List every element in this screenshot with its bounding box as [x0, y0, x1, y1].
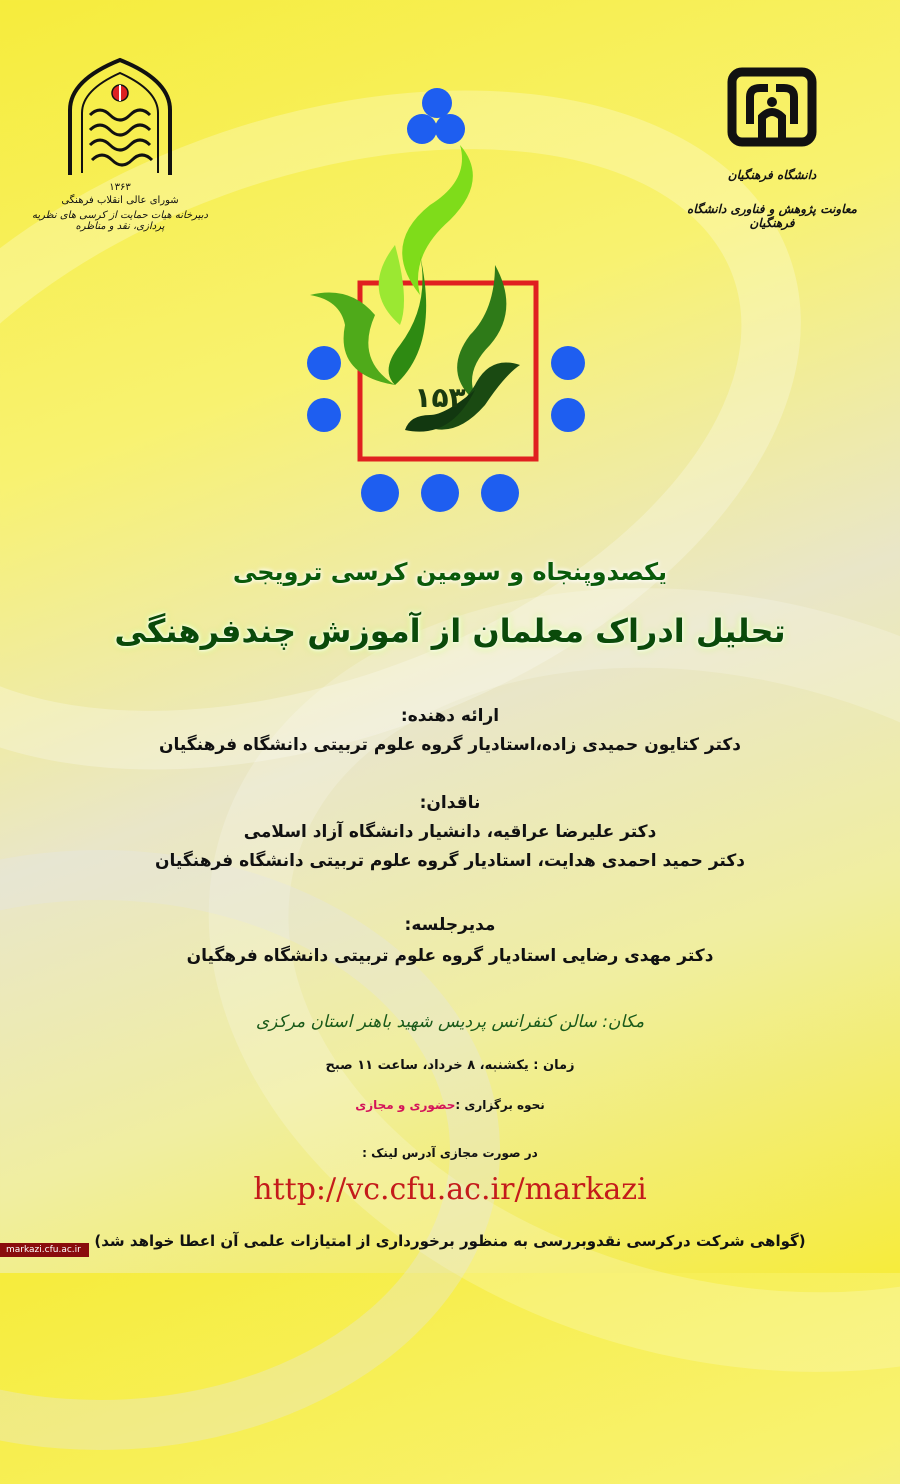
event-mode [0, 1098, 900, 1112]
critics-label: ناقدان: [419, 793, 481, 813]
council-logo [20, 55, 220, 232]
deputy-name: معاونت پژوهش و فناوری دانشگاه فرهنگیان [687, 202, 857, 230]
council-emblem-icon [60, 55, 180, 180]
leaf-icon [402, 145, 473, 295]
certificate-note: (گواهی شرکت درکرسی نقدوبررسی به منظور برخورداری از امتیازات علمی آن اعطا خواهد شد) [94, 1232, 806, 1250]
critic-item: دکتر علیرضا عراقیه، دانشیار دانشگاه آزاد اسلامی [243, 822, 657, 842]
event-time: زمان : یکشنبه، ۸ خرداد، ساعت ۱۱ صبح [325, 1058, 575, 1073]
dot-icon [481, 474, 519, 512]
moderator-name: دکتر مهدی رضایی استادیار گروه علوم تربیتی دانشگاه فرهگیان [186, 946, 714, 966]
dot-icon [361, 474, 399, 512]
presenter-label: ارائه دهنده: [400, 706, 500, 726]
moderator-label: مدیرجلسه: [404, 915, 496, 935]
leaf-icon [379, 245, 404, 325]
dot-icon [307, 346, 341, 380]
critic-item: دکتر حمید احمدی هدایت، استادیار گروه علوم تربیتی دانشگاه فرهنگیان [155, 851, 745, 871]
presenter-name: دکتر کتایون حمیدی زاده،استادیار گروه علوم تربیتی دانشگاه فرهنگیان [158, 735, 742, 755]
dot-icon [435, 114, 465, 144]
council-secretariat: دبیرخانه هیات حمایت از کرسی های نظریه پردازی، نقد و مناظره [32, 210, 208, 232]
chair-logo [300, 85, 600, 525]
dot-icon [407, 114, 437, 144]
council-year: ۱۳۶۳ [109, 182, 131, 193]
university-emblem-icon [722, 62, 822, 162]
virtual-link[interactable]: http://vc.cfu.ac.ir/markazi [253, 1172, 647, 1207]
event-subtitle: یکصدوپنجاه و سومین کرسی ترویجی [232, 558, 668, 586]
mode-value: حضوری و مجازی [355, 1098, 456, 1112]
dot-icon [421, 474, 459, 512]
dot-icon [422, 88, 452, 118]
university-logo [672, 62, 872, 230]
event-title: تحلیل ادراک معلمان از آموزش چندفرهنگی [114, 612, 786, 650]
university-name: دانشگاه فرهنگیان [727, 168, 817, 182]
venue: مکان: سالن کنفرانس پردیس شهید باهنر استان مرکزی [255, 1012, 645, 1032]
dot-icon [551, 398, 585, 432]
dot-icon [551, 346, 585, 380]
chair-number: ۱۵۳ [414, 381, 466, 414]
chair-logo-graphic [300, 85, 600, 525]
council-name: شورای عالی انقلاب فرهنگی [61, 195, 179, 206]
virtual-note: در صورت مجازی آدرس لینک : [362, 1146, 538, 1160]
mode-label: نحوه برگزاری : [455, 1098, 545, 1112]
site-badge[interactable]: markazi.cfu.ac.ir [0, 1243, 89, 1257]
dot-icon [307, 398, 341, 432]
